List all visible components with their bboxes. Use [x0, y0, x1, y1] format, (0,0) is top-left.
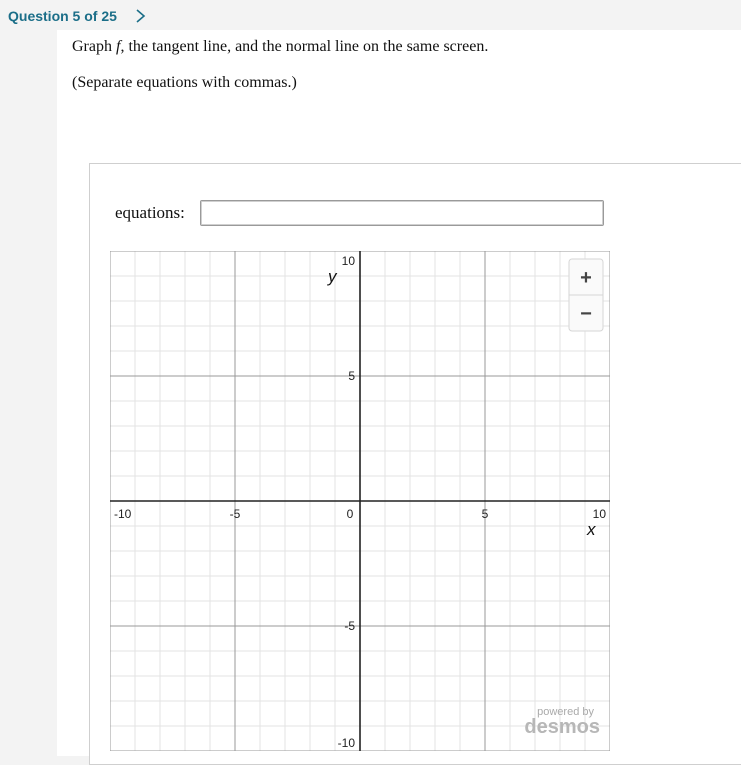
x-tick-label: -10: [114, 507, 132, 521]
x-tick-label: -5: [229, 507, 241, 521]
zoom-out-icon[interactable]: −: [580, 303, 592, 325]
watermark-powered-by: powered by: [537, 706, 594, 718]
equations-input[interactable]: [200, 200, 604, 226]
zoom-controls: [569, 259, 603, 331]
prompt-suffix: , the tangent line, and the normal line on the same screen.: [120, 38, 489, 55]
y-tick-label: -10: [337, 736, 355, 750]
y-tick-label: 10: [341, 254, 355, 268]
prompt-prefix: Graph: [72, 38, 116, 55]
x-tick-label: 5: [481, 507, 489, 521]
question-progress: Question 5 of 25: [8, 8, 117, 24]
zoom-in-button[interactable]: [570, 260, 602, 294]
x-tick-label: 0: [346, 507, 354, 521]
question-note: (Separate equations with commas.): [72, 74, 297, 91]
graph-canvas[interactable]: [110, 251, 610, 751]
function-variable: f: [115, 38, 121, 55]
zoom-out-button[interactable]: [570, 296, 602, 330]
question-prompt: [72, 38, 488, 56]
chevron-right-icon[interactable]: [133, 6, 149, 26]
x-axis-label: x: [587, 520, 596, 539]
y-tick-label: -5: [344, 619, 355, 633]
zoom-in-icon[interactable]: +: [580, 267, 592, 289]
watermark-desmos: desmos: [524, 716, 600, 738]
x-tick-label: 10: [592, 507, 606, 521]
equations-label: equations:: [115, 203, 185, 222]
y-axis-label: y: [328, 267, 337, 286]
graph-area[interactable]: [110, 251, 610, 751]
y-tick-label: 5: [348, 369, 355, 383]
top-bar: [0, 0, 741, 30]
